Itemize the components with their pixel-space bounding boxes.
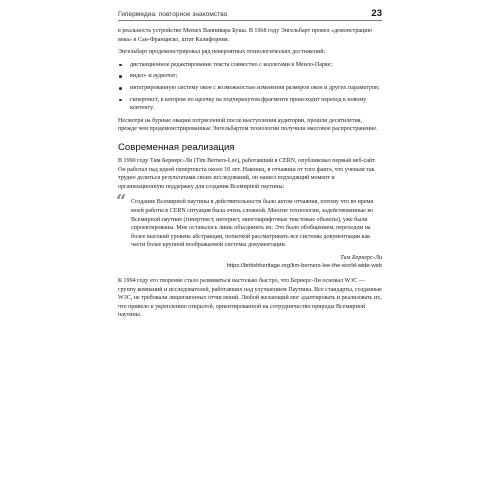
final-paragraph: К 1994 году его творение стало развиваться настолько быстро, что Бернерс-Ли основал W3C — группу компаний и исследователей, работавших над улучшением Паутины. Все стандарты, созданные W3C, не требовали лицензионных отчислений. Любой желающий мог адаптировать и реализовать их, что привело к укреплению открытой, ориентированной на сотрудничество природы Всемирной паутины. (118, 278, 382, 319)
quote-author: Тим Бернерс-Ли (340, 254, 382, 261)
page-content (118, 27, 382, 320)
list-item: дистанционное редактирование текста совместно с коллегами в Менло-Парке; (118, 61, 382, 70)
list-item: видео- и аудиочат; (118, 72, 382, 81)
bernerslee-paragraph: В 1990 году Тим Бернерс-Ли (Tim Berners-Lee), работавший в CERN, опубликовал первый веб-сайт. Он работал над идеей гипертекста около 10 лет. Наконец, в отчаянии от того факта, что ученым так трудно делиться результатами своих исследований, он нашел подходящий момент и организационную поддержку для создания Всемирной паутины: (118, 157, 376, 190)
book-page (118, 0, 382, 500)
ovation-paragraph: Несмотря на бурные овации потрясенной после выступления аудитории, прошли десятилетия, прежде чем продемонстрированные Энгельбартом технологии получили массовое распространение. (118, 117, 378, 133)
quote-mark-icon: “ (116, 191, 127, 213)
running-title: Гипермедиа: повторное знакомство (118, 11, 228, 18)
blockquote (116, 191, 382, 250)
page-number: 23 (371, 8, 382, 19)
achievements-list (118, 61, 382, 113)
quote-attribution (118, 254, 382, 271)
list-item: интегрированную систему окон с возможностью изменения размеров окон и других параметров; (118, 84, 382, 93)
quote-text: Создание Всемирной паутины в действительности было актом отчаяния, потому что во время моей работы в CERN ситуация была очень сложной. Многие технологии, задействованные во Всемирной паутине (гипертекст, интернет, многошрифтовые текстовые объекты), уже были спроектированы. Мне оставалось лишь объединить их. Это было обобщением, переходом на более высокий уровень абстракции, попыткой рассматривать все системы документации как части более крупной воображаемой системы документации. (131, 199, 374, 249)
list-item: гипертекст, в котором по щелчку на подчеркнутом фрагменте происходит переход к новому контенту. (118, 96, 382, 113)
demo-intro-paragraph: Энгельбарт продемонстрировал ряд невероятных технологических достижений: (118, 49, 326, 56)
section-heading: Современная реализация (118, 141, 235, 153)
quote-source-link[interactable]: https://britishheritage.org/tim-berners-lee-the-world-wide-web (226, 263, 382, 270)
running-header (118, 4, 382, 21)
intro-paragraph: в реальность устройство Memex Ваннивара Буша. В 1968 году Энгельбарт провел «демонстрацию века» в Сан-Франциско, штат Калифорния. (118, 28, 373, 43)
